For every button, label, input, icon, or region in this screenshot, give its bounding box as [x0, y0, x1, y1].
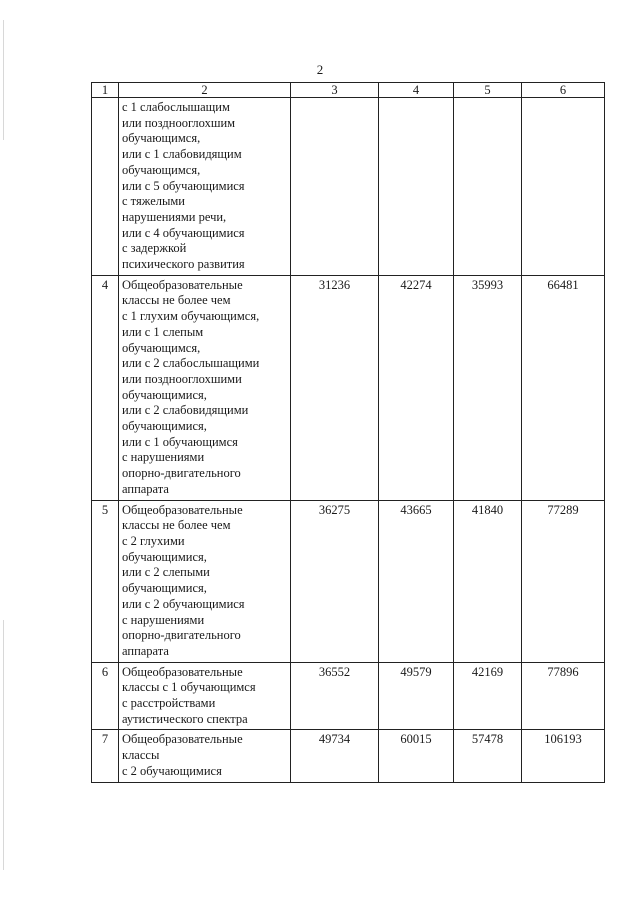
value-cell-c6: 66481	[522, 275, 605, 500]
description-line: обучающимися,	[122, 581, 207, 596]
description-line: обучающимся,	[122, 340, 201, 355]
description-line: или с 2 слабовидящими	[122, 403, 249, 418]
value-cell-c6	[522, 98, 605, 276]
description-line: аппарата	[122, 643, 169, 658]
description-line: обучающимися,	[122, 419, 207, 434]
allocation-table	[91, 82, 605, 783]
row-number: 6	[92, 662, 119, 730]
description-line: классы не более чем	[122, 518, 231, 533]
row-number	[92, 98, 119, 276]
description-line: с расстройствами	[122, 696, 216, 711]
description-line: или с 4 обучающимися	[122, 225, 245, 240]
description-line: нарушениями речи,	[122, 209, 227, 224]
description-line: или с 2 слабослышащими	[122, 356, 260, 371]
table-row	[92, 662, 605, 730]
description-line: или позднооглохшим	[122, 115, 236, 130]
header-cell: 5	[454, 83, 522, 98]
description-line: или с 1 слабовидящим	[122, 147, 242, 162]
class-description	[119, 730, 291, 782]
value-cell-c5: 41840	[454, 500, 522, 662]
value-cell-c4: 49579	[379, 662, 454, 730]
description-line: с 2 глухими	[122, 533, 185, 548]
value-cell-c5: 35993	[454, 275, 522, 500]
row-number: 5	[92, 500, 119, 662]
value-cell-c5: 42169	[454, 662, 522, 730]
value-cell-c3: 49734	[291, 730, 379, 782]
value-cell-c3: 31236	[291, 275, 379, 500]
description-line: или с 2 обучающимися	[122, 596, 245, 611]
description-line: опорно-двигательного	[122, 466, 241, 481]
value-cell-c3: 36275	[291, 500, 379, 662]
description-line: Общеобразовательные	[122, 732, 243, 747]
description-line: Общеобразовательные	[122, 664, 243, 679]
scan-edge-mark	[3, 20, 4, 140]
table-row	[92, 98, 605, 276]
description-line: Общеобразовательные	[122, 502, 243, 517]
description-line: или с 1 обучающимся	[122, 434, 238, 449]
value-cell-c5	[454, 98, 522, 276]
value-cell-c4: 42274	[379, 275, 454, 500]
header-cell: 2	[119, 83, 291, 98]
value-cell-c3	[291, 98, 379, 276]
description-line: с 1 слабослышащим	[122, 100, 230, 114]
header-cell: 6	[522, 83, 605, 98]
class-description	[119, 500, 291, 662]
description-line: психического развития	[122, 257, 245, 272]
description-line: классы не более чем	[122, 293, 231, 308]
value-cell-c6: 77289	[522, 500, 605, 662]
table-row	[92, 275, 605, 500]
description-line: с тяжелыми	[122, 194, 185, 209]
table-row	[92, 730, 605, 782]
scan-edge-mark	[3, 620, 4, 870]
class-description	[119, 98, 291, 276]
class-description	[119, 275, 291, 500]
description-line: с нарушениями	[122, 450, 205, 465]
description-line: или с 2 слепыми	[122, 565, 210, 580]
description-line: с задержкой	[122, 241, 187, 256]
description-line: с нарушениями	[122, 612, 205, 627]
value-cell-c4: 60015	[379, 730, 454, 782]
value-cell-c4	[379, 98, 454, 276]
header-cell: 3	[291, 83, 379, 98]
page-number: 2	[316, 62, 324, 77]
description-line: или позднооглохшими	[122, 371, 242, 386]
description-line: классы	[122, 748, 160, 763]
description-line: обучающимися,	[122, 549, 207, 564]
description-line: с 1 глухим обучающимся,	[122, 309, 260, 324]
class-description	[119, 662, 291, 730]
description-line: или с 5 обучающимися	[122, 178, 245, 193]
header-cell: 1	[92, 83, 119, 98]
value-cell-c4: 43665	[379, 500, 454, 662]
description-line: классы с 1 обучающимся	[122, 680, 256, 695]
description-line: с 2 обучающимися	[122, 763, 222, 778]
header-cell: 4	[379, 83, 454, 98]
value-cell-c6: 106193	[522, 730, 605, 782]
value-cell-c3: 36552	[291, 662, 379, 730]
row-number: 4	[92, 275, 119, 500]
value-cell-c6: 77896	[522, 662, 605, 730]
row-number: 7	[92, 730, 119, 782]
description-line: или с 1 слепым	[122, 324, 204, 339]
description-line: обучающимися,	[122, 387, 207, 402]
value-cell-c5: 57478	[454, 730, 522, 782]
table-header-row	[92, 83, 605, 98]
description-line: Общеобразовательные	[122, 277, 243, 292]
description-line: опорно-двигательного	[122, 628, 241, 643]
table-row	[92, 500, 605, 662]
description-line: обучающимся,	[122, 162, 201, 177]
description-line: обучающимся,	[122, 131, 201, 146]
description-line: аутистического спектра	[122, 711, 248, 726]
description-line: аппарата	[122, 481, 169, 496]
